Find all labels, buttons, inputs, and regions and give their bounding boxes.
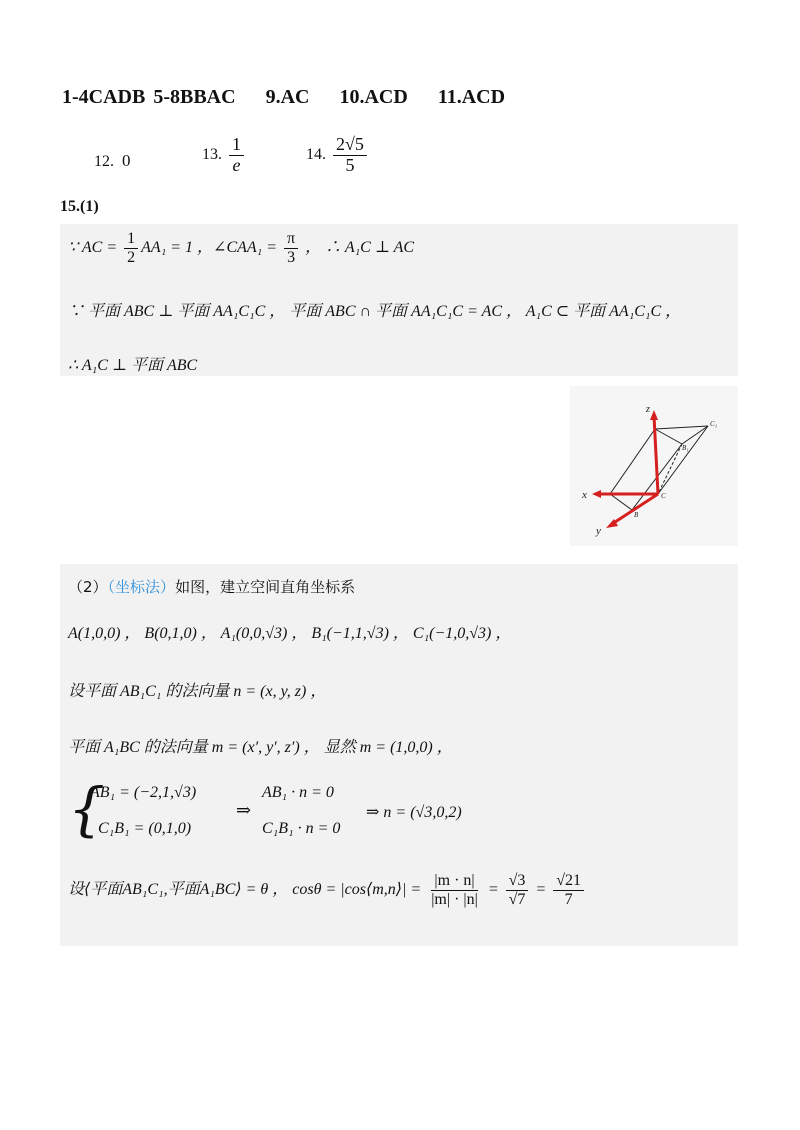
edge-b1-c1 (682, 426, 708, 444)
axis-z-arrow (650, 410, 658, 420)
answer-mc1: 1-4CADB (62, 86, 146, 108)
system-dot2: C₁B₁ · n = 0 (262, 820, 341, 837)
fraction-cos: $\frac{|m \cdot n|}{|m| \cdot |n|}$ (431, 872, 478, 908)
fill-q14: 14. $\frac{2√5}{5}$ (306, 135, 370, 176)
method-label: （坐标法） (107, 578, 176, 596)
answer-q10: 10.ACD (339, 86, 408, 108)
fraction-half: $\frac{1}{2}$ (124, 230, 138, 266)
part1-line1: ∵ AC = $\frac{1}{2}$ AA₁ = 1 ，∠CAA₁ = $\frac{\pi}{3}$ ， ∴ A₁C ⊥ AC (68, 230, 415, 266)
label-y: y (596, 525, 601, 537)
fraction-pi-third: $\frac{\pi}{3}$ (284, 230, 298, 266)
system-row1: AB₁ = (−2,1,√3) (90, 784, 197, 801)
system-result: ⇒ n = (√3,0,2) (366, 804, 462, 821)
part2-final: 设⟨平面AB₁C₁,平面A₁BC⟩ = θ ， cosθ = |cos⟨m,n⟩| = $\frac{|m \cdot n|}{|m| \cdot |n|}$ = $\frac{√3}{√7}$ = $\frac{√21}{7}$ (68, 872, 587, 908)
q15-part2-panel (60, 564, 738, 946)
fraction-q13: $\frac{1}{e}$ (229, 135, 244, 176)
part1-line2: ∵ 平面 ABC ⊥ 平面 AA₁C₁C ， 平面 ABC ∩ 平面 AA₁C₁C = AC ， A₁C ⊂ 平面 AA₁C₁C ， (68, 303, 682, 320)
axis-x-arrow (592, 490, 601, 498)
label-b1: B₁ (682, 444, 689, 452)
fraction-sqrt3-sqrt7: $\frac{√3}{√7}$ (506, 872, 529, 908)
label-c1: C₁ (710, 420, 718, 428)
q15-heading: 15.(1) (60, 198, 99, 215)
part1-line3: ∴ A₁C ⊥ 平面 ABC (68, 357, 198, 374)
label-c: C (661, 492, 666, 500)
axis-y (612, 494, 658, 524)
system-dot1: AB₁ · n = 0 (262, 784, 334, 801)
q15-part1-panel (60, 224, 738, 376)
implies-arrow: ⇒ (236, 800, 252, 820)
fill-q12: 12. 0 (94, 151, 131, 170)
label-x: x (582, 489, 587, 501)
edge-a-b (610, 494, 632, 510)
coordinate-figure (570, 386, 738, 546)
answer-q11: 11.ACD (437, 86, 506, 108)
fraction-q14: $\frac{2√5}{5}$ (333, 135, 367, 176)
system-row2: C₁B₁ = (0,1,0) (98, 820, 192, 837)
answer-mc2: 5-8BBAC (153, 86, 236, 108)
part2-normal-n: 设平面 AB₁C₁ 的法向量 n = (x, y, z) ， (68, 683, 327, 700)
edge-b1-c (658, 444, 682, 494)
prism-diagram (570, 386, 738, 546)
axis-z (654, 416, 658, 494)
part2-normal-m: 平面 A₁BC 的法向量 m = (x′, y′, z′) ， 显然 m = (1,0,0) ， (68, 739, 453, 756)
edge-a1-a (610, 429, 655, 494)
edge-a1-c1 (655, 426, 708, 429)
edge-c1-c (658, 426, 708, 494)
label-b: B (634, 511, 639, 519)
system-brace: { (68, 775, 105, 843)
equation-system (68, 775, 528, 850)
answer-q9: 9.AC (265, 86, 310, 108)
answer-row (62, 86, 535, 109)
fill-q13: 13. $\frac{1}{e}$ (202, 135, 247, 176)
part2-title: （2）（坐标法）如图，建立空间直角坐标系 (68, 578, 356, 596)
fraction-sqrt21-7: $\frac{√21}{7}$ (553, 872, 584, 908)
label-z: z (646, 404, 650, 415)
edge-a1-b1 (655, 429, 682, 444)
part2-coords: A(1,0,0) ， B(0,1,0) ， A₁(0,0,√3) ， B₁(−1,1,√3) ， C₁(−1,0,√3) ， (68, 625, 512, 642)
